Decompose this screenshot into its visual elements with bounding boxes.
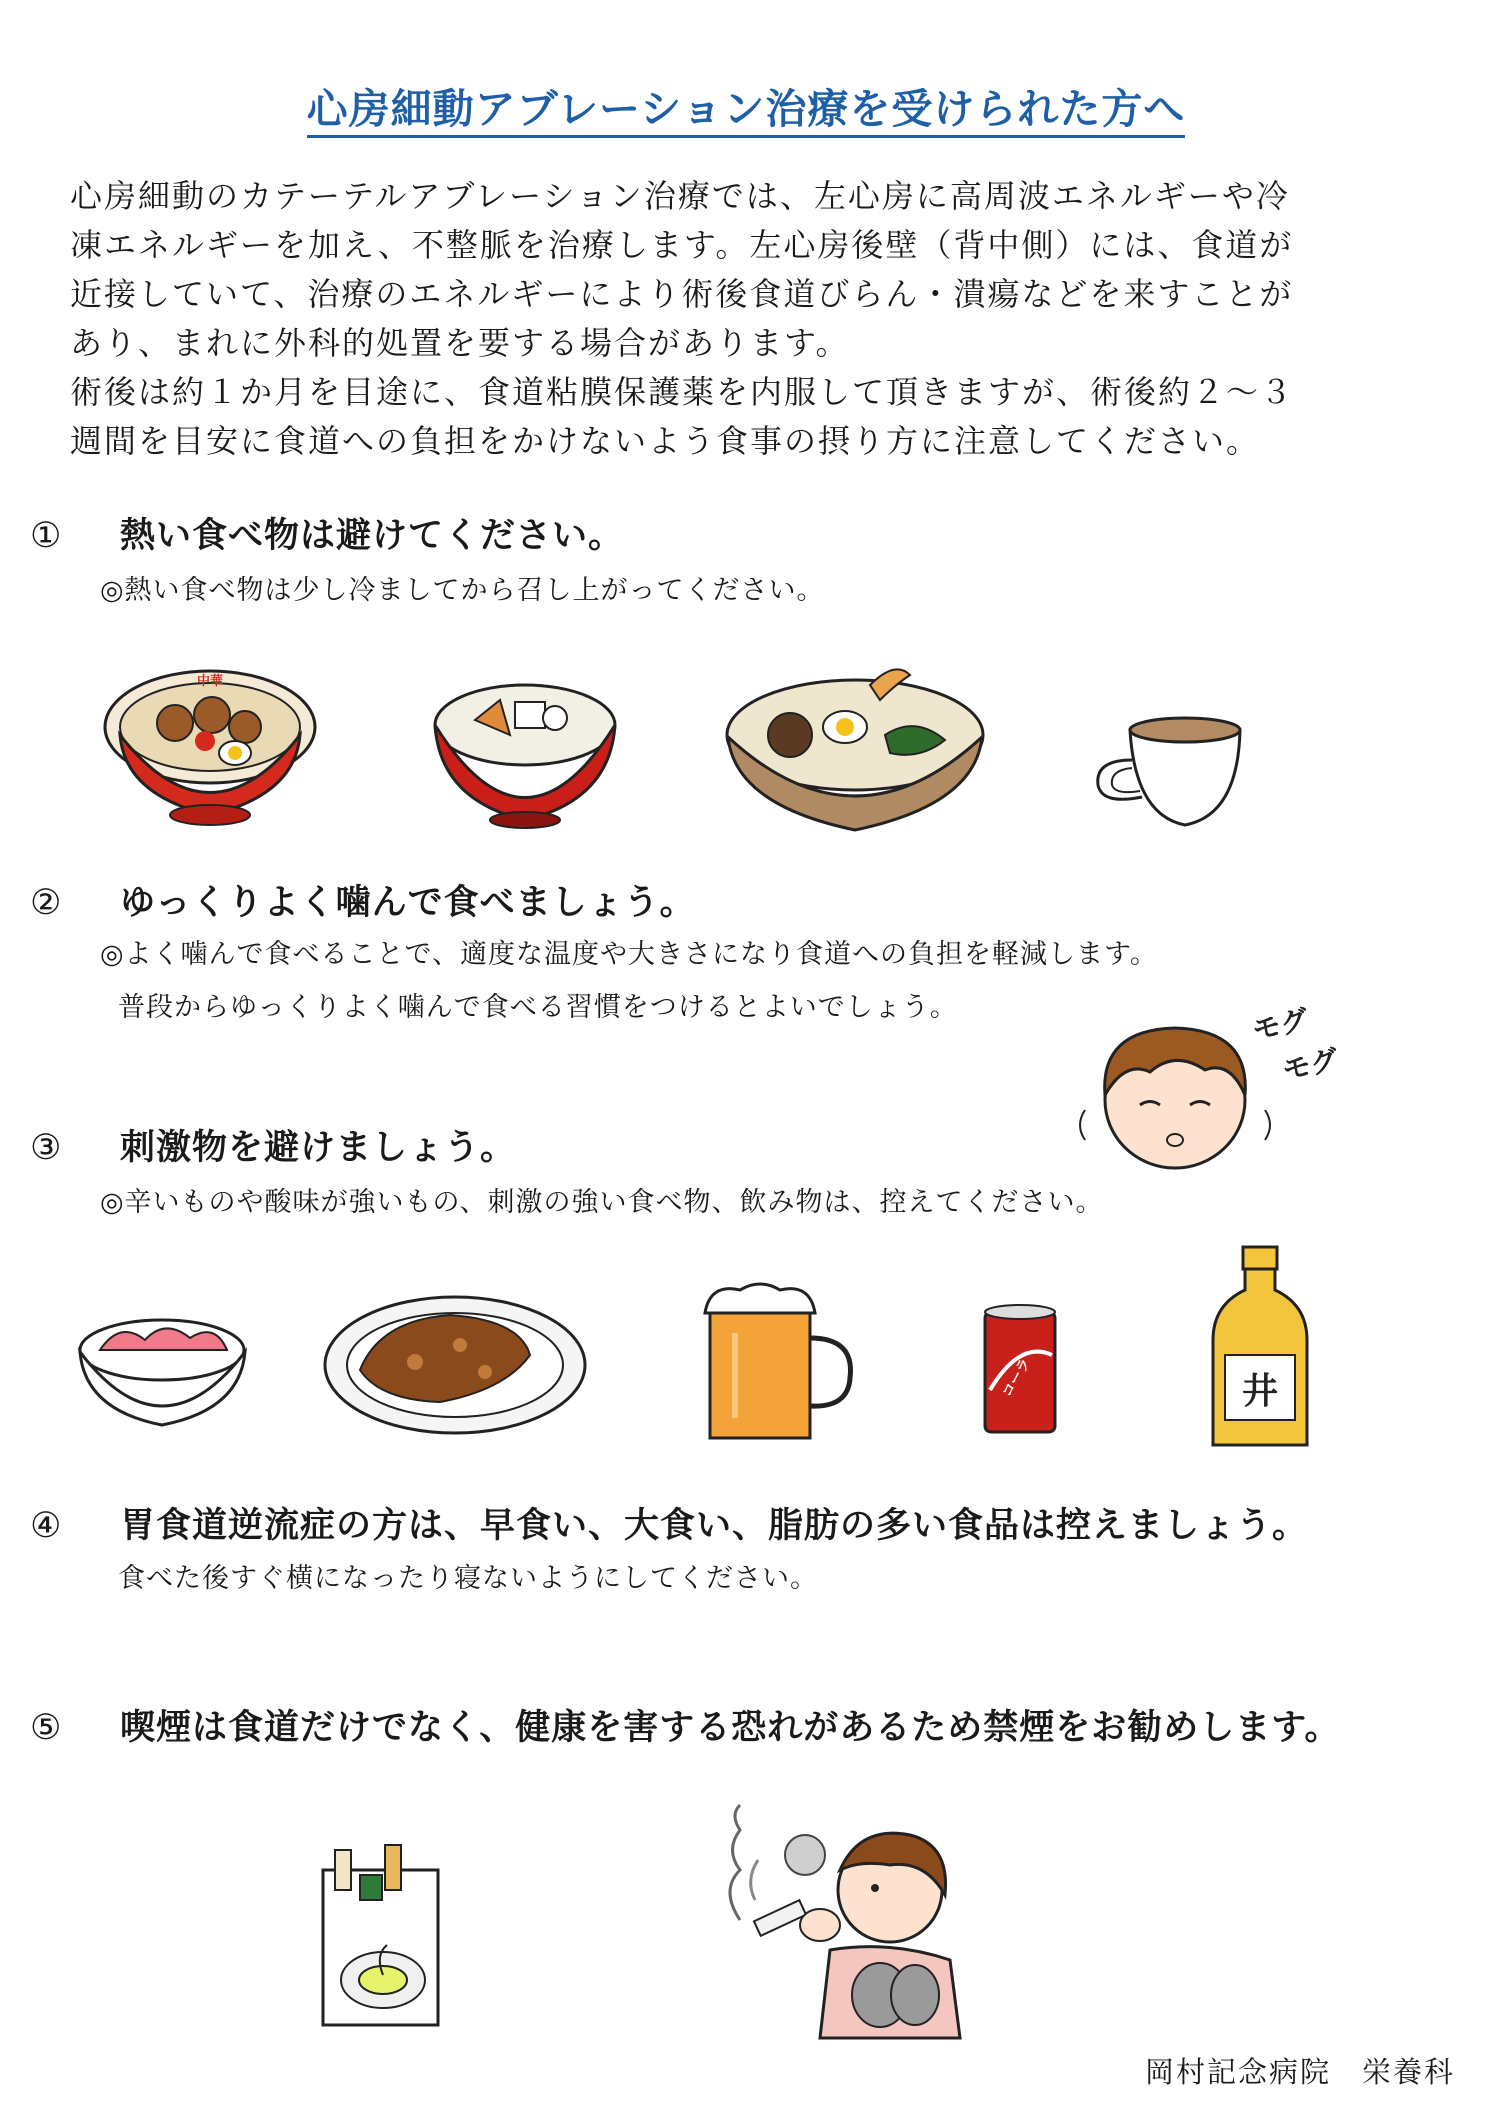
chewing-sound-2: モグ xyxy=(1279,1042,1342,1087)
section-2-note: 普段からゆっくりよく噛んで食べる習慣をつけるとよいでしょう。 xyxy=(118,992,958,1023)
section-4-note: 食べた後すぐ横になったり寝ないようにしてください。 xyxy=(118,1563,818,1594)
beer-mug-illustration xyxy=(700,1278,860,1443)
ramen-bowl-illustration xyxy=(100,665,320,835)
footer-department: 岡村記念病院 栄養科 xyxy=(1145,2055,1456,2089)
section-1-note: ◎熱い食べ物は少し冷ましてから召し上がってください。 xyxy=(100,575,825,606)
section-3-note: ◎辛いものや酸味が強いもの、刺激の強い食べ物、飲み物は、控えてください。 xyxy=(100,1187,1104,1218)
section-number: ⑤ xyxy=(30,1708,63,1748)
section-number: ① xyxy=(30,516,63,556)
intro-line: 近接していて、治療のエネルギーにより術後食道びらん・潰瘍などを来すことが xyxy=(70,275,1294,313)
section-number: ② xyxy=(30,883,63,923)
section-title: 熱い食べ物は避けてください。 xyxy=(120,516,625,556)
section-4-heading xyxy=(30,1498,1308,1548)
kimchi-bowl-illustration xyxy=(75,1310,250,1430)
intro-line: 心房細動のカテーテルアブレーション治療では、左心房に高周波エネルギーや冷 xyxy=(70,177,1290,215)
section-title: ゆっくりよく噛んで食べましょう。 xyxy=(120,883,696,923)
cola-can-illustration xyxy=(980,1300,1060,1440)
section-5-heading xyxy=(30,1700,1341,1750)
nabeyaki-udon-illustration xyxy=(720,655,990,840)
section-title: 胃食道逆流症の方は、早食い、大食い、脂肪の多い食品は控えましょう。 xyxy=(120,1506,1309,1546)
section-2-note: ◎よく噛んで食べることで、適度な温度や大きさになり食道への負担を軽減します。 xyxy=(100,939,1158,970)
cigarette-pack-illustration xyxy=(315,1845,445,2030)
intro-line: 術後は約１か月を目途に、食道粘膜保護薬を内服して頂きますが、術後約２～３ xyxy=(70,373,1295,411)
soup-bowl-illustration xyxy=(430,680,620,830)
coffee-cup-illustration xyxy=(1090,705,1250,835)
section-3-heading xyxy=(30,1120,516,1170)
vinegar-bottle-label: 井 xyxy=(1241,1371,1279,1412)
vinegar-bottle-illustration xyxy=(1205,1245,1315,1455)
intro-line: 凍エネルギーを加え、不整脈を治療します。左心房後壁（背中側）には、食道が xyxy=(70,226,1294,264)
intro-line: 週間を目安に食道への負担をかけないよう食事の摂り方に注意してください。 xyxy=(70,422,1261,460)
cola-can-label: コーラ xyxy=(999,1355,1034,1401)
section-title: 喫煙は食道だけでなく、健康を害する恐れがあるため禁煙をお勧めします。 xyxy=(120,1708,1341,1748)
section-number: ③ xyxy=(30,1128,63,1168)
page-title xyxy=(0,76,1492,135)
smoking-man-illustration xyxy=(710,1800,970,2040)
section-number: ④ xyxy=(30,1506,63,1546)
section-2-heading xyxy=(30,875,696,925)
intro-paragraph xyxy=(70,172,1410,466)
page-title-text: 心房細動アブレーション治療を受けられた方へ xyxy=(307,85,1186,138)
intro-line: あり、まれに外科的処置を要する場合があります。 xyxy=(70,324,850,362)
section-1-heading xyxy=(30,508,624,558)
chewing-boy-illustration xyxy=(1065,1000,1342,1190)
section-title: 刺激物を避けましょう。 xyxy=(120,1128,517,1168)
chewing-sound-1: モグ xyxy=(1249,1002,1312,1047)
ramen-bowl-label: 中華 xyxy=(196,674,224,689)
curry-plate-illustration xyxy=(320,1290,590,1440)
